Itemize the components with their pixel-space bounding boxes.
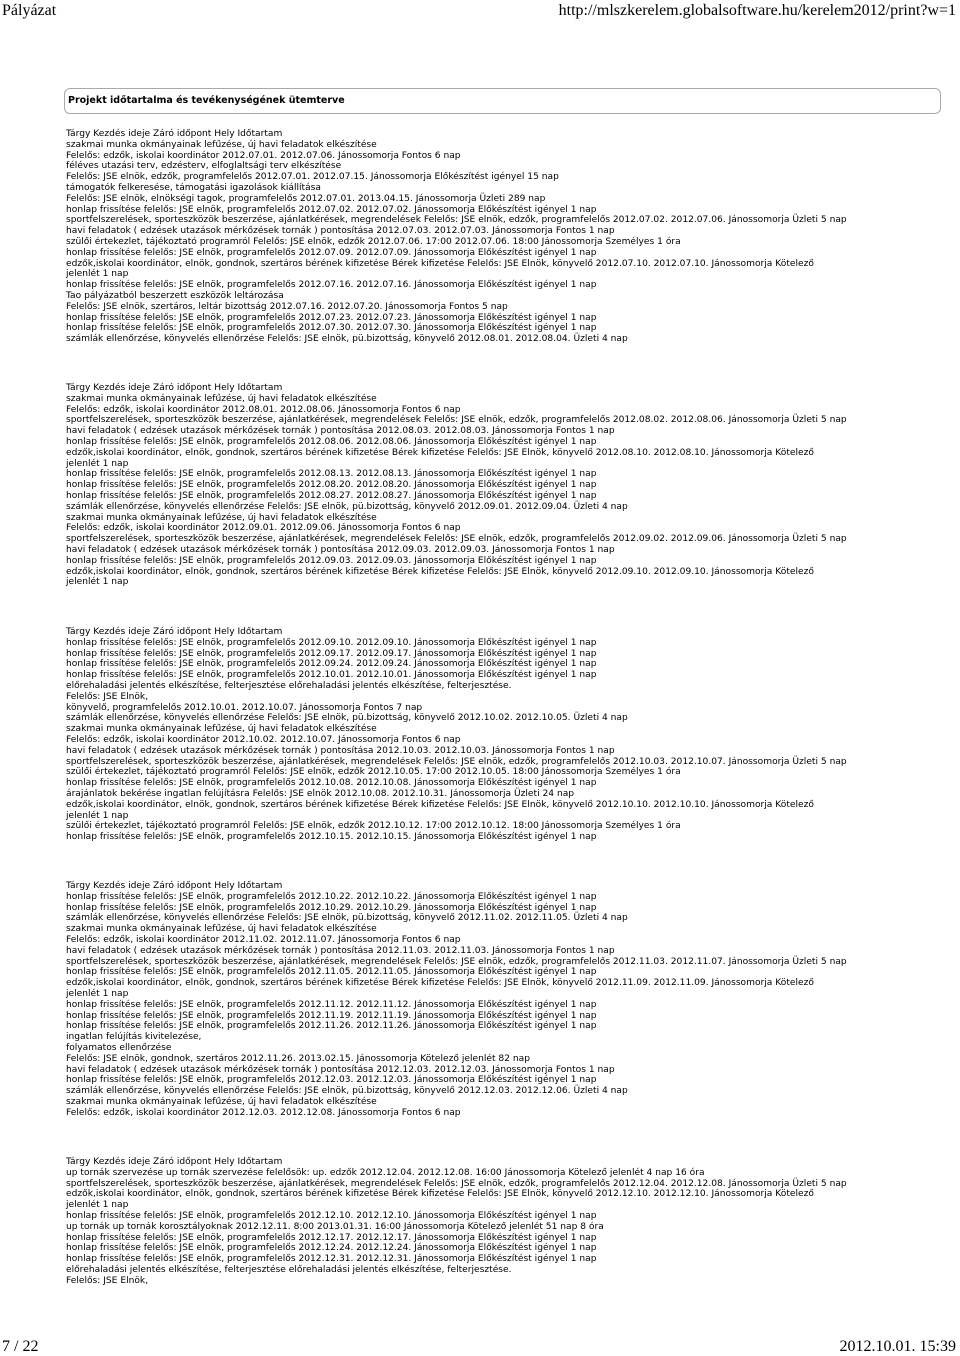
schedule-line: edzők,iskolai koordinátor, elnök, gondnok, szertáros bérének kifizetése Bérek kifizetése Felelős: JSE Elnök, könyvelő 2012.09.10. 2012.09.10. Jánossomorja Kötelező [66,566,814,577]
schedule-line: előrehaladási jelentés elkészítése, felterjesztése előrehaladási jelentés elkészítése, felterjesztése. [66,1264,512,1275]
table-header-row: Tárgy Kezdés ideje Záró időpont Hely Időtartam [66,383,283,393]
schedule-line: jelenlét 1 nap [66,1200,129,1211]
section-title-box [64,88,941,114]
schedule-line: Felelős: edzők, iskolai koordinátor 2012.10.02. 2012.10.07. Jánossomorja Fontos 6 nap [66,734,461,745]
schedule-line: Felelős: edzők, iskolai koordinátor 2012.12.03. 2012.12.08. Jánossomorja Fontos 6 nap [66,1107,461,1118]
schedule-line: sportfelszerelések, sporteszközök beszerzése, ajánlatkérések, megrendelések Felelős: JSE elnök, edzők, programfelelős 2012.11.03. 2012.11.07. Jánossomorja Üzleti 5 nap [66,956,847,967]
schedule-line: honlap frissítése felelős: JSE elnök, programfelelős 2012.07.09. 2012.07.09. Jánossomorja Előkészítést igényel 1 nap [66,247,597,258]
schedule-line: honlap frissítése felelős: JSE elnök, programfelelős 2012.07.30. 2012.07.30. Jánossomorja Előkészítést igényel 1 nap [66,323,597,334]
page-number: 7 / 22 [2,1338,39,1355]
schedule-block-4 [66,881,950,1119]
table-header-row: Tárgy Kezdés ideje Záró időpont Hely Időtartam [66,129,283,139]
schedule-line: sportfelszerelések, sporteszközök beszerzése, ajánlatkérések, megrendelések Felelős: JSE elnök, edzők, programfelelős 2012.12.04. 2012.12.08. Jánossomorja Üzleti 5 nap [66,1178,847,1189]
schedule-line: féléves utazási terv, edzésterv, elfoglaltsági terv elkészítése [66,161,342,172]
schedule-line: Felelős: JSE Elnök, [66,1275,149,1286]
schedule-line: honlap frissítése felelős: JSE elnök, programfelelős 2012.09.03. 2012.09.03. Jánossomorja Előkészítést igényel 1 nap [66,555,597,566]
schedule-line: szülői értekezlet, tájékoztató programról Felelős: JSE elnök, edzők 2012.10.12. 17:00 2012.10.12. 18:00 Jánossomorja Személyes 1 óra [66,821,681,832]
schedule-line: jelenlét 1 nap [66,458,129,469]
schedule-line: Felelős: JSE elnök, elnökségi tagok, programfelelős 2012.07.01. 2013.04.15. Jánossomorja Üzleti 289 nap [66,193,546,204]
schedule-line: havi feladatok ( edzések utazások mérkőzések tornák ) pontosítása 2012.09.03. 2012.09.03. Jánossomorja Fontos 1 nap [66,544,615,555]
schedule-line: számlák ellenőrzése, könyvelés ellenőrzése Felelős: JSE elnök, pü.bizottság, könyvelő 2012.11.02. 2012.11.05. Üzleti 4 nap [66,913,628,924]
schedule-line: számlák ellenőrzése, könyvelés ellenőrzése Felelős: JSE elnök, pü.bizottság, könyvelő 2012.09.01. 2012.09.04. Üzleti 4 nap [66,501,628,512]
schedule-line: honlap frissítése felelős: JSE elnök, programfelelős 2012.12.10. 2012.12.10. Jánossomorja Előkészítést igényel 1 nap [66,1210,597,1221]
schedule-line: szakmai munka okmányainak lefűzése, új havi feladatok elkészítése [66,924,377,935]
schedule-line: honlap frissítése felelős: JSE elnök, programfelelős 2012.08.13. 2012.08.13. Jánossomorja Előkészítést igényel 1 nap [66,469,597,480]
schedule-block-2 [66,383,950,588]
schedule-line: havi feladatok ( edzések utazások mérkőzések tornák ) pontosítása 2012.11.03. 2012.11.03. Jánossomorja Fontos 1 nap [66,945,615,956]
schedule-line: sportfelszerelések, sporteszközök beszerzése, ajánlatkérések, megrendelések Felelős: JSE elnök, edzők, programfelelős 2012.09.02. 2012.09.06. Jánossomorja Üzleti 5 nap [66,534,847,545]
schedule-line: szülői értekezlet, tájékoztató programról Felelős: JSE elnök, edzők 2012.10.05. 17:00 2012.10.05. 18:00 Jánossomorja Személyes 1 óra [66,767,681,778]
schedule-line: árajánlatok bekérése ingatlan felújításra Felelős: JSE elnök 2012.10.08. 2012.10.31. Jánossomorja Üzleti 24 nap [66,788,575,799]
schedule-line: szakmai munka okmányainak lefűzése, új havi feladatok elkészítése [66,393,377,404]
schedule-line: jelenlét 1 nap [66,988,129,999]
schedule-line: honlap frissítése felelős: JSE elnök, programfelelős 2012.12.31. 2012.12.31. Jánossomorja Előkészítést igényel 1 nap [66,1254,597,1265]
schedule-line: honlap frissítése felelős: JSE elnök, programfelelős 2012.12.17. 2012.12.17. Jánossomorja Előkészítést igényel 1 nap [66,1232,597,1243]
schedule-line: jelenlét 1 nap [66,269,129,280]
schedule-line: honlap frissítése felelős: JSE elnök, programfelelős 2012.07.02. 2012.07.02. Jánossomorja Előkészítést igényel 1 nap [66,204,597,215]
schedule-line: honlap frissítése felelős: JSE elnök, programfelelős 2012.10.22. 2012.10.22. Jánossomorja Előkészítést igényel 1 nap [66,891,597,902]
schedule-line: edzők,iskolai koordinátor, elnök, gondnok, szertáros bérének kifizetése Bérek kifizetése Felelős: JSE Elnök, könyvelő 2012.12.10. 2012.12.10. Jánossomorja Kötelező [66,1189,814,1200]
schedule-line: Tao pályázatból beszerzett eszközök leltározása [66,290,284,301]
schedule-line: honlap frissítése felelős: JSE elnök, programfelelős 2012.10.08. 2012.10.08. Jánossomorja Előkészítést igényel 1 nap [66,778,597,789]
schedule-line: jelenlét 1 nap [66,577,129,588]
schedule-line: up tornák up tornák korosztályoknak 2012.12.11. 8:00 2013.01.31. 16:00 Jánossomorja Kötelező jelenlét 51 nap 8 óra [66,1221,604,1232]
schedule-line: edzők,iskolai koordinátor, elnök, gondnok, szertáros bérének kifizetése Bérek kifizetése Felelős: JSE Elnök, könyvelő 2012.10.10. 2012.10.10. Jánossomorja Kötelező [66,799,814,810]
schedule-line: Felelős: edzők, iskolai koordinátor 2012.09.01. 2012.09.06. Jánossomorja Fontos 6 nap [66,523,461,534]
header-page-label: Pályázat [2,2,57,19]
schedule-line: sportfelszerelések, sporteszközök beszerzése, ajánlatkérések, megrendelések Felelős: JSE elnök, edzők, programfelelős 2012.10.03. 2012.10.07. Jánossomorja Üzleti 5 nap [66,756,847,767]
schedule-line: szakmai munka okmányainak lefűzése, új havi feladatok elkészítése [66,512,377,523]
schedule-line: honlap frissítése felelős: JSE elnök, programfelelős 2012.08.27. 2012.08.27. Jánossomorja Előkészítést igényel 1 nap [66,490,597,501]
schedule-line: honlap frissítése felelős: JSE elnök, programfelelős 2012.11.05. 2012.11.05. Jánossomorja Előkészítést igényel 1 nap [66,967,597,978]
schedule-line: havi feladatok ( edzések utazások mérkőzések tornák ) pontosítása 2012.10.03. 2012.10.03. Jánossomorja Fontos 1 nap [66,745,615,756]
schedule-line: honlap frissítése felelős: JSE elnök, programfelelős 2012.07.16. 2012.07.16. Jánossomorja Előkészítést igényel 1 nap [66,280,597,291]
schedule-block-3 [66,627,950,843]
schedule-line: számlák ellenőrzése, könyvelés ellenőrzése Felelős: JSE elnök, pü.bizottság, könyvelő 2012.10.02. 2012.10.05. Üzleti 4 nap [66,713,628,724]
schedule-line: könyvelő, programfelelős 2012.10.01. 2012.10.07. Jánossomorja Fontos 7 nap [66,702,423,713]
schedule-line: Felelős: JSE elnök, edzők, programfelelős 2012.07.01. 2012.07.15. Jánossomorja Előkészítést igényel 15 nap [66,172,559,183]
schedule-line: edzők,iskolai koordinátor, elnök, gondnok, szertáros bérének kifizetése Bérek kifizetése Felelős: JSE Elnök, könyvelő 2012.08.10. 2012.08.10. Jánossomorja Kötelező [66,447,814,458]
schedule-line: Felelős: edzők, iskolai koordinátor 2012.07.01. 2012.07.06. Jánossomorja Fontos 6 nap [66,150,461,161]
schedule-line: havi feladatok ( edzések utazások mérkőzések tornák ) pontosítása 2012.12.03. 2012.12.03. Jánossomorja Fontos 1 nap [66,1064,615,1075]
schedule-line: honlap frissítése felelős: JSE elnök, programfelelős 2012.10.15. 2012.10.15. Jánossomorja Előkészítést igényel 1 nap [66,832,597,843]
schedule-line: honlap frissítése felelős: JSE elnök, programfelelős 2012.10.01. 2012.10.01. Jánossomorja Előkészítést igényel 1 nap [66,670,597,681]
schedule-line: havi feladatok ( edzések utazások mérkőzések tornák ) pontosítása 2012.07.03. 2012.07.03. Jánossomorja Fontos 1 nap [66,226,615,237]
schedule-line: Felelős: JSE Elnök, [66,691,149,702]
schedule-line: előrehaladási jelentés elkészítése, felterjesztése előrehaladási jelentés elkészítése, felterjesztése. [66,680,512,691]
table-header-row: Tárgy Kezdés ideje Záró időpont Hely Időtartam [66,1157,283,1167]
schedule-line: támogatók felkeresése, támogatási igazolások kiállítása [66,182,321,193]
schedule-line: számlák ellenőrzése, könyvelés ellenőrzése Felelős: JSE elnök, pü.bizottság, könyvelő 2012.08.01. 2012.08.04. Üzleti 4 nap [66,334,628,345]
schedule-line: szakmai munka okmányainak lefűzése, új havi feladatok elkészítése [66,724,377,735]
schedule-line: szakmai munka okmányainak lefűzése, új havi feladatok elkészítése [66,139,377,150]
schedule-line: szakmai munka okmányainak lefűzése, új havi feladatok elkészítése [66,1096,377,1107]
schedule-line: honlap frissítése felelős: JSE elnök, programfelelős 2012.11.12. 2012.11.12. Jánossomorja Előkészítést igényel 1 nap [66,999,597,1010]
schedule-line: jelenlét 1 nap [66,810,129,821]
print-timestamp: 2012.10.01. 15:39 [839,1338,956,1355]
schedule-line: edzők,iskolai koordinátor, elnök, gondnok, szertáros bérének kifizetése Bérek kifizetése Felelős: JSE Elnök, könyvelő 2012.11.09. 2012.11.09. Jánossomorja Kötelező [66,978,814,989]
table-header-row: Tárgy Kezdés ideje Záró időpont Hely Időtartam [66,627,283,637]
schedule-line: honlap frissítése felelős: JSE elnök, programfelelős 2012.09.10. 2012.09.10. Jánossomorja Előkészítést igényel 1 nap [66,637,597,648]
schedule-line: up tornák szervezése up tornák szervezése felelősök: up. edzők 2012.12.04. 2012.12.08. 16:00 Jánossomorja Kötelező jelenlét 4 nap 16 óra [66,1167,705,1178]
schedule-line: honlap frissítése felelős: JSE elnök, programfelelős 2012.08.20. 2012.08.20. Jánossomorja Előkészítést igényel 1 nap [66,480,597,491]
schedule-line: honlap frissítése felelős: JSE elnök, programfelelős 2012.11.19. 2012.11.19. Jánossomorja Előkészítést igényel 1 nap [66,1010,597,1021]
header-url: http://mlszkerelem.globalsoftware.hu/kerelem2012/print?w=1 [558,2,956,19]
table-header-row: Tárgy Kezdés ideje Záró időpont Hely Időtartam [66,881,283,891]
schedule-line: honlap frissítése felelős: JSE elnök, programfelelős 2012.10.29. 2012.10.29. Jánossomorja Előkészítést igényel 1 nap [66,902,597,913]
schedule-line: honlap frissítése felelős: JSE elnök, programfelelős 2012.09.24. 2012.09.24. Jánossomorja Előkészítést igényel 1 nap [66,659,597,670]
schedule-line: honlap frissítése felelős: JSE elnök, programfelelős 2012.12.03. 2012.12.03. Jánossomorja Előkészítést igényel 1 nap [66,1075,597,1086]
schedule-line: sportfelszerelések, sporteszközök beszerzése, ajánlatkérések, megrendelések Felelős: JSE elnök, edzők, programfelelős 2012.08.02. 2012.08.06. Jánossomorja Üzleti 5 nap [66,415,847,426]
schedule-line: havi feladatok ( edzések utazások mérkőzések tornák ) pontosítása 2012.08.03. 2012.08.03. Jánossomorja Fontos 1 nap [66,426,615,437]
schedule-line: honlap frissítése felelős: JSE elnök, programfelelős 2012.09.17. 2012.09.17. Jánossomorja Előkészítést igényel 1 nap [66,648,597,659]
schedule-line: Felelős: JSE elnök, szertáros, leltár bizottság 2012.07.16. 2012.07.20. Jánossomorja Fontos 5 nap [66,301,508,312]
schedule-line: Felelős: JSE elnök, gondnok, szertáros 2012.11.26. 2013.02.15. Jánossomorja Kötelező jelenlét 82 nap [66,1053,530,1064]
schedule-line: szülői értekezlet, tájékoztató programról Felelős: JSE elnök, edzők 2012.07.06. 17:00 2012.07.06. 18:00 Jánossomorja Személyes 1 óra [66,236,681,247]
schedule-line: honlap frissítése felelős: JSE elnök, programfelelős 2012.12.24. 2012.12.24. Jánossomorja Előkészítést igényel 1 nap [66,1243,597,1254]
schedule-line: ingatlan felújítás kivitelezése, [66,1032,202,1043]
schedule-line: folyamatos ellenőrzése [66,1042,172,1053]
schedule-block-1 [66,129,950,345]
schedule-line: Felelős: edzők, iskolai koordinátor 2012.11.02. 2012.11.07. Jánossomorja Fontos 6 nap [66,934,461,945]
schedule-line: Felelős: edzők, iskolai koordinátor 2012.08.01. 2012.08.06. Jánossomorja Fontos 6 nap [66,404,461,415]
schedule-line: honlap frissítése felelős: JSE elnök, programfelelős 2012.07.23. 2012.07.23. Jánossomorja Előkészítést igényel 1 nap [66,312,597,323]
schedule-line: sportfelszerelések, sporteszközök beszerzése, ajánlatkérések, megrendelések Felelős: JSE elnök, edzők, programfelelős 2012.07.02. 2012.07.06. Jánossomorja Üzleti 5 nap [66,215,847,226]
section-title: Projekt időtartalma és tevékenységének ütemterve [68,95,345,106]
schedule-line: honlap frissítése felelős: JSE elnök, programfelelős 2012.11.26. 2012.11.26. Jánossomorja Előkészítést igényel 1 nap [66,1021,597,1032]
schedule-line: edzők,iskolai koordinátor, elnök, gondnok, szertáros bérének kifizetése Bérek kifizetése Felelős: JSE Elnök, könyvelő 2012.07.10. 2012.07.10. Jánossomorja Kötelező [66,258,814,269]
schedule-line: honlap frissítése felelős: JSE elnök, programfelelős 2012.08.06. 2012.08.06. Jánossomorja Előkészítést igényel 1 nap [66,436,597,447]
schedule-block-5 [66,1157,950,1287]
schedule-line: számlák ellenőrzése, könyvelés ellenőrzése Felelős: JSE elnök, pü.bizottság, könyvelő 2012.12.03. 2012.12.06. Üzleti 4 nap [66,1086,628,1097]
